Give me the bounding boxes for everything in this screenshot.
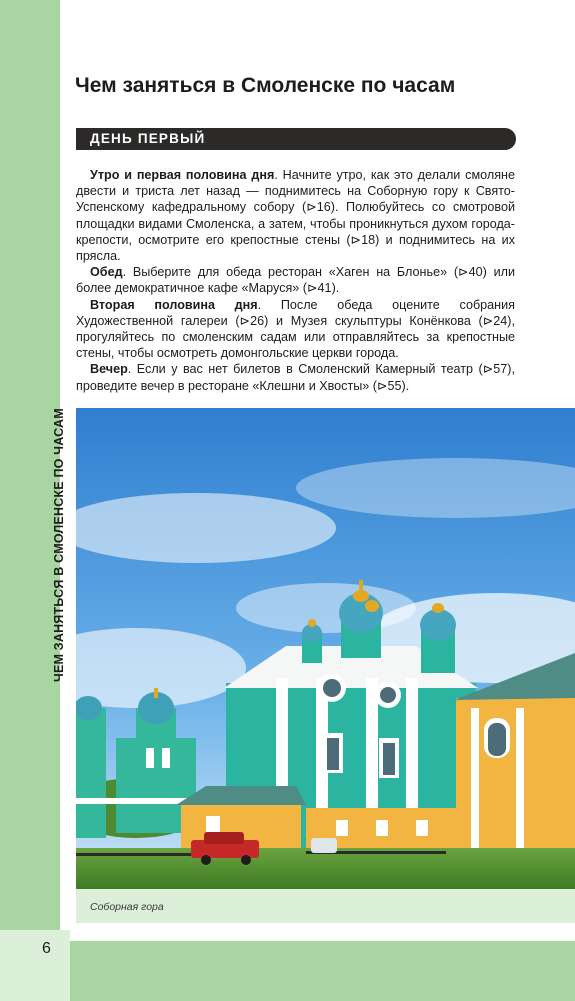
cathedral-photo (76, 408, 575, 889)
paragraph-body: . Начните утро, как это делали смоляне двести и триста лет назад — поднимитесь на Соборную гору к Свято-Успенскому кафедральному собору (⊳16). Полюбуйтесь со смотровой площадки видами Смоленска, а затем, чтобы проникнуться духом города-крепости, осмотрите его крепостные стены (⊳18) и поднимитесь на их прясла. (76, 168, 515, 264)
side-running-title: ЧЕМ ЗАНЯТЬСЯ В СМОЛЕНСКЕ ПО ЧАСАМ (52, 408, 66, 682)
paragraph-lead: Обед (90, 265, 123, 280)
photo-caption: Соборная гора (90, 901, 164, 913)
side-band (0, 0, 60, 930)
day-header-bar (76, 128, 516, 150)
itinerary-text (76, 167, 515, 394)
page-number: 6 (42, 940, 51, 957)
paragraph-lunch (76, 264, 515, 296)
paragraph-lead: Вечер (90, 362, 128, 377)
day-label: ДЕНЬ ПЕРВЫЙ (90, 131, 206, 146)
paragraph-lead: Вторая половина дня (90, 297, 258, 312)
paragraph-body: . Выберите для обеда ресторан «Хаген на Блонье» (⊳40) или более демократичное кафе «Маруся» (⊳41). (76, 265, 515, 296)
bottom-band (70, 941, 575, 1001)
page-title: Чем заняться в Смоленске по часам (75, 74, 456, 97)
caption-bar (76, 889, 575, 923)
paragraph-morning (76, 167, 515, 264)
paragraph-evening (76, 361, 515, 393)
paragraph-body: . После обеда оцените собрания Художественной галереи (⊳26) и Музея скульптуры Конёнкова (⊳24), прогуляйтесь по смоленским садам или отправляйтесь за крепостные стены, чтобы осмотреть домонгольские церкви города. (76, 297, 515, 361)
paragraph-lead: Утро и первая половина дня (90, 168, 275, 182)
paragraph-body: . Если у вас нет билетов в Смоленский Камерный театр (⊳57), проведите вечер в ресторане «Клешни и Хвосты» (⊳55). (76, 362, 515, 393)
paragraph-afternoon (76, 297, 515, 362)
page-number-box (0, 930, 70, 1001)
